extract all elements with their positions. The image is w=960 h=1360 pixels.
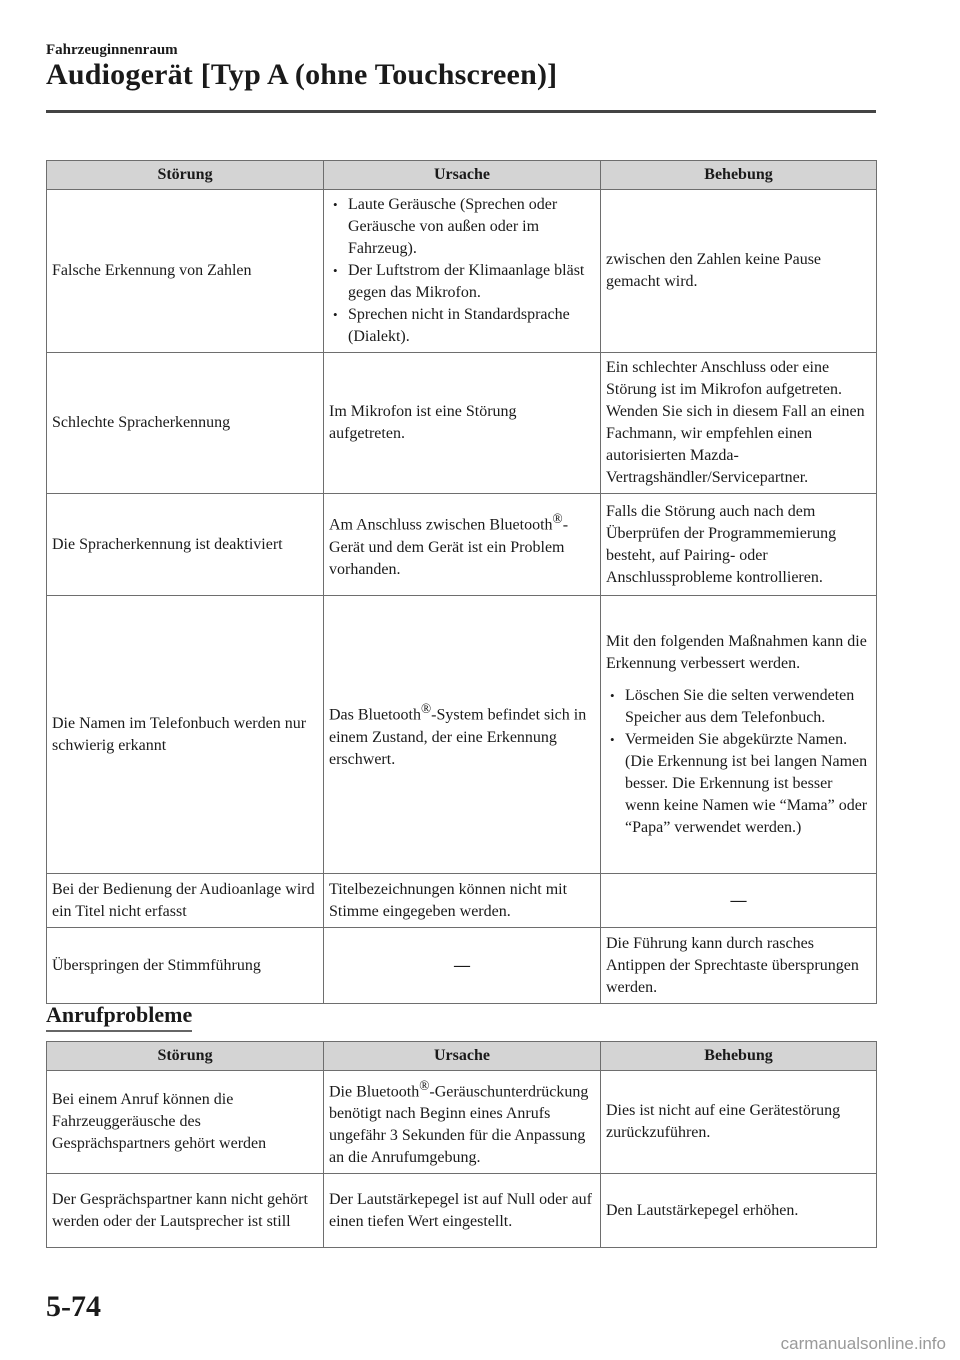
section-title-anrufprobleme: Anrufprobleme [46, 1002, 192, 1032]
table-row [47, 494, 877, 596]
cell-behebung: — [601, 874, 877, 928]
page-number: 5-74 [46, 1290, 101, 1323]
page-title: Audiogerät [Typ A (ohne Touchscreen)] [46, 58, 558, 91]
section-label: Fahrzeuginnenraum [46, 42, 178, 58]
remedy-intro: Mit den folgenden Maßnahmen kann die Erkennung verbessert werden. [606, 632, 867, 672]
cell-behebung: Ein schlechter Anschluss oder eine Störung ist im Mikrofon aufgetreten. Wenden Sie sich in diesem Fall an einen Fachmann, wir empfehlen einen autorisierten Mazda-Vertragshändler/Servicepartner. [601, 353, 877, 494]
cause-text-post: -System befindet sich in einem Zustand, der eine Erkennung erschwert. [329, 706, 587, 768]
table-row [47, 353, 877, 494]
registered-mark: ® [421, 701, 432, 717]
registered-mark: ® [552, 511, 563, 527]
header-ursache: Ursache [324, 161, 601, 190]
cell-ursache [324, 494, 601, 596]
table-row [47, 1174, 877, 1248]
table-header-row [47, 1042, 877, 1071]
cell-behebung: Falls die Störung auch nach dem Überprüfen der Programmemierung besteht, auf Pairing- oder Anschlussprobleme kontrollieren. [601, 494, 877, 596]
watermark: carmanualsonline.info [780, 1334, 946, 1353]
cell-ursache [324, 190, 601, 353]
cell-ursache: Der Lautstärkepegel ist auf Null oder auf einen tiefen Wert eingestellt. [324, 1174, 601, 1248]
cause-text-post: -Geräuschunterdrückung benötigt nach Beginn eines Anrufs ungefähr 3 Sekunden für die Anpassung an die Anrufumgebung. [329, 1083, 589, 1167]
list-item: • Der Luftstrom der Klimaanlage bläst gegen das Mikrofon. [329, 260, 595, 304]
cause-text-pre: Die Bluetooth [329, 1083, 420, 1101]
cell-behebung: zwischen den Zahlen keine Pause gemacht wird. [601, 190, 877, 353]
cause-text-pre: Am Anschluss zwischen Bluetooth [329, 516, 553, 534]
cell-ursache [324, 1071, 601, 1174]
list-item: • Laute Geräusche (Sprechen oder Geräusche von außen oder im Fahrzeug). [329, 194, 595, 260]
cell-stoerung: Bei einem Anruf können die Fahrzeuggeräusche des Gesprächspartners gehört werden [47, 1071, 324, 1174]
cell-behebung: Dies ist nicht auf eine Gerätestörung zurückzuführen. [601, 1071, 877, 1174]
cell-behebung [601, 596, 877, 874]
call-problems-table [46, 1041, 877, 1248]
cell-stoerung: Bei der Bedienung der Audioanlage wird ein Titel nicht erfasst [47, 874, 324, 928]
header-behebung: Behebung [601, 161, 877, 190]
cell-behebung: Den Lautstärkepegel erhöhen. [601, 1174, 877, 1248]
table-row [47, 928, 877, 1004]
cell-stoerung: Überspringen der Stimmführung [47, 928, 324, 1004]
header-stoerung: Störung [47, 161, 324, 190]
header-ursache: Ursache [324, 1042, 601, 1071]
cell-stoerung: Die Spracherkennung ist deaktiviert [47, 494, 324, 596]
list-item: • Sprechen nicht in Standardsprache (Dialekt). [329, 304, 595, 348]
cause-text-pre: Das Bluetooth [329, 706, 421, 724]
troubleshooting-table [46, 160, 877, 1004]
list-item: • Löschen Sie die selten verwendeten Speicher aus dem Telefonbuch. [606, 685, 871, 729]
cause-text-post: -Gerät und dem Gerät ist ein Problem vorhanden. [329, 516, 569, 578]
cell-stoerung: Falsche Erkennung von Zahlen [47, 190, 324, 353]
table-row [47, 596, 877, 874]
header-stoerung: Störung [47, 1042, 324, 1071]
cell-ursache [324, 596, 601, 874]
cause-list [329, 194, 595, 348]
cell-stoerung: Der Gesprächspartner kann nicht gehört werden oder der Lautsprecher ist still [47, 1174, 324, 1248]
table-row [47, 874, 877, 928]
remedy-list [606, 685, 871, 839]
header-behebung: Behebung [601, 1042, 877, 1071]
cell-ursache: — [324, 928, 601, 1004]
table-header-row [47, 161, 877, 190]
cell-stoerung: Schlechte Spracherkennung [47, 353, 324, 494]
list-item: • Vermeiden Sie abgekürzte Namen. (Die Erkennung ist bei langen Namen besser. Die Erkennung ist besser wenn keine Namen wie “Mama” oder “Papa” verwendet werden.) [606, 729, 871, 839]
cell-ursache: Im Mikrofon ist eine Störung aufgetreten. [324, 353, 601, 494]
table-row [47, 1071, 877, 1174]
cell-ursache: Titelbezeichnungen können nicht mit Stimme eingegeben werden. [324, 874, 601, 928]
registered-mark: ® [419, 1078, 430, 1093]
cell-behebung: Die Führung kann durch rasches Antippen der Sprechtaste übersprungen werden. [601, 928, 877, 1004]
table-row [47, 190, 877, 353]
cell-stoerung: Die Namen im Telefonbuch werden nur schwierig erkannt [47, 596, 324, 874]
title-rule [46, 110, 876, 113]
